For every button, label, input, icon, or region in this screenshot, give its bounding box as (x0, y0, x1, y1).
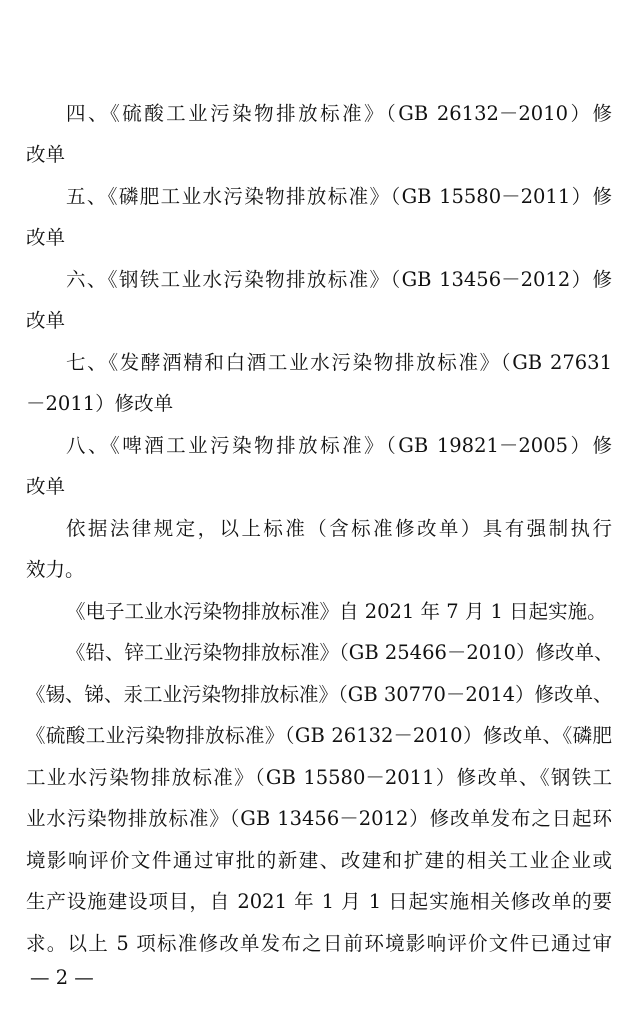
text-line: 改单 (26, 143, 66, 166)
text-line: －2011）修改单 (26, 392, 174, 415)
text-line: 《硫酸工业污染物排放标准》（GB 26132－2010）修改单、《磷肥 (26, 724, 612, 747)
text-line: 《铅、锌工业污染物排放标准》（GB 25466－2010）修改单、 (66, 641, 614, 664)
text-line: 依据法律规定，以上标准（含标准修改单）具有强制执行 (66, 517, 612, 540)
text-line: 七、《发酵酒精和白酒工业水污染物排放标准》（GB 27631 (66, 351, 612, 374)
text-line: 六、《钢铁工业水污染物排放标准》（GB 13456－2012）修 (66, 268, 612, 291)
text-line: 工业水污染物排放标准》（GB 15580－2011）修改单、《钢铁工 (26, 766, 612, 789)
text-line: 改单 (26, 475, 66, 498)
text-line: 《锡、锑、汞工业污染物排放标准》（GB 30770－2014）修改单、 (26, 683, 613, 706)
text-line: 五、《磷肥工业水污染物排放标准》（GB 15580－2011）修 (66, 185, 612, 208)
text-line: 效力。 (26, 558, 85, 581)
text-line: 八、《啤酒工业污染物排放标准》（GB 19821－2005）修 (66, 434, 612, 457)
text-line: 改单 (26, 309, 66, 332)
text-line: 《电子工业水污染物排放标准》自 2021 年 7 月 1 日起实施。 (66, 600, 607, 623)
text-line: 生产设施建设项目，自 2021 年 1 月 1 日起实施相关修改单的要 (26, 890, 612, 913)
text-line: 求。以上 5 项标准修改单发布之日前环境影响评价文件已通过审 (26, 932, 612, 955)
text-line: 业水污染物排放标准》（GB 13456－2012）修改单发布之日起环 (26, 807, 612, 830)
text-line: 改单 (26, 226, 66, 249)
page-number: — 2 — (30, 966, 94, 989)
text-line: 境影响评价文件通过审批的新建、改建和扩建的相关工业企业或 (26, 849, 612, 872)
text-line: 四、《硫酸工业污染物排放标准》（GB 26132－2010）修 (66, 102, 612, 125)
